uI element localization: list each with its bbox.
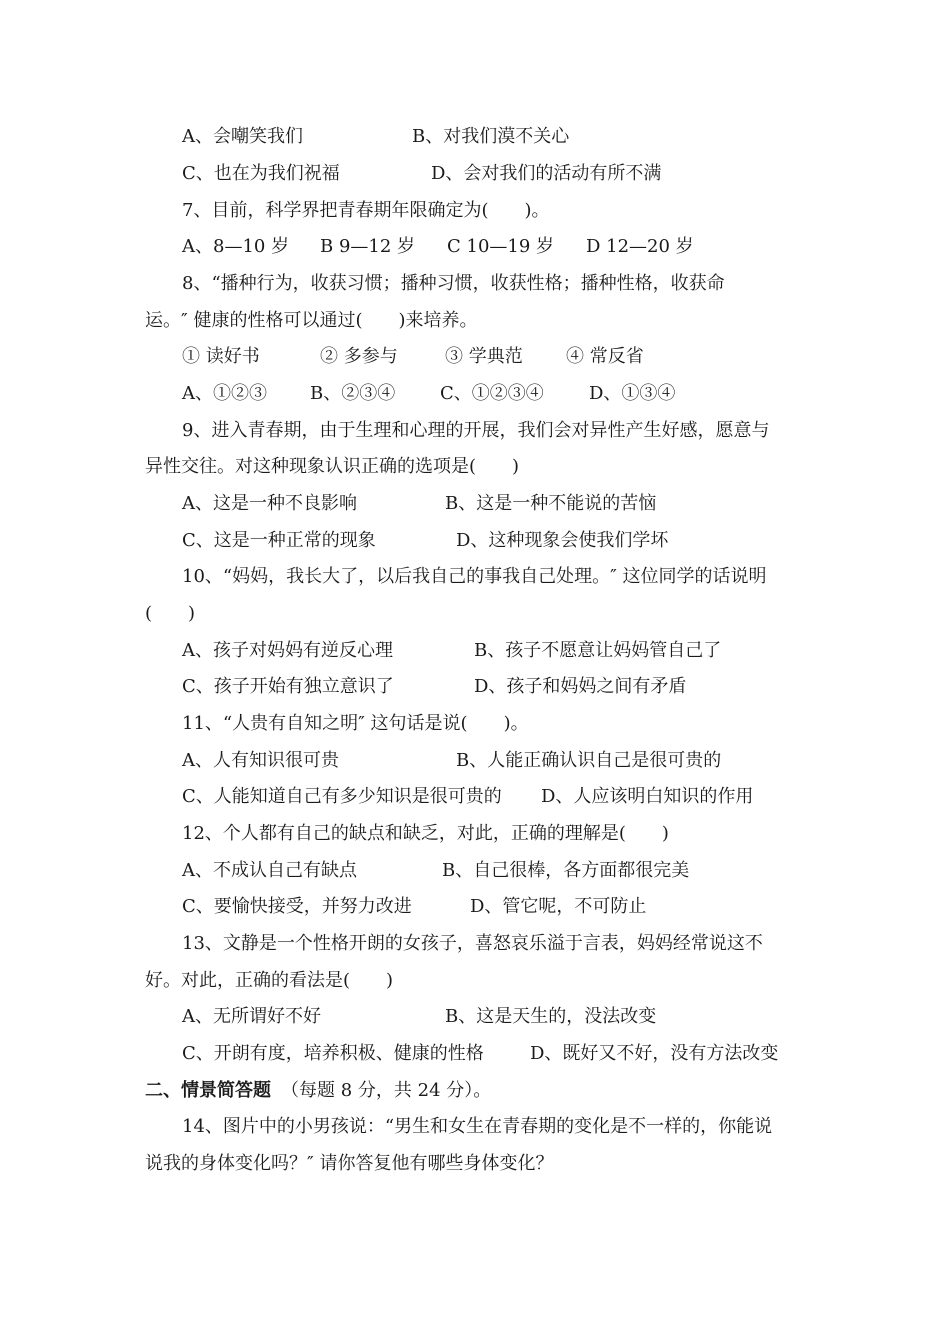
option-b: B、这是天生的，没法改变: [445, 1006, 657, 1027]
section-title: 二、情景简答题: [145, 1080, 271, 1101]
item-4: ④ 常反省: [566, 346, 644, 367]
option-a: A、不成认自己有缺点: [182, 860, 357, 881]
item-1: ① 读好书: [182, 346, 260, 367]
option-a: A、无所谓好不好: [182, 1006, 321, 1027]
option-d: D、孩子和妈妈之间有矛盾: [474, 676, 687, 697]
option-b: B、自己很棒，各方面都很完美: [442, 860, 690, 881]
option-d: D、管它呢，不可防止: [470, 896, 647, 917]
option-d: D、人应该明白知识的作用: [541, 786, 754, 807]
option-b: B、孩子不愿意让妈妈管自己了: [474, 640, 722, 661]
option-d: D、会对我们的活动有所不满: [431, 163, 662, 184]
option-c: C、这是一种正常的现象: [182, 530, 376, 551]
option-b: B、人能正确认识自己是很可贵的: [456, 750, 722, 771]
option-c: C 10—19 岁: [447, 236, 555, 257]
option-c: C、人能知道自己有多少知识是很可贵的: [182, 786, 502, 807]
question-text: 异性交往。对这种现象认识正确的选项是( ): [145, 456, 520, 477]
option-c: C、也在为我们祝福: [182, 163, 340, 184]
question-text: 14、图片中的小男孩说：“男生和女生在青春期的变化是不一样的，你能说: [182, 1116, 773, 1137]
option-a: A、孩子对妈妈有逆反心理: [182, 640, 393, 661]
option-d: D 12—20 岁: [586, 236, 694, 257]
item-2: ② 多参与: [320, 346, 398, 367]
answer-blank: ( ): [145, 603, 196, 624]
question-text: 13、文静是一个性格开朗的女孩子，喜怒哀乐溢于言表，妈妈经常说这不: [182, 933, 763, 954]
option-a: A、这是一种不良影响: [182, 493, 357, 514]
option-a: A、会嘲笑我们: [182, 126, 303, 147]
option-b: B、②③④: [310, 383, 396, 404]
option-c: C、要愉快接受，并努力改进: [182, 896, 412, 917]
option-b: B、这是一种不能说的苦恼: [445, 493, 657, 514]
question-text: 8、“播种行为，收获习惯；播种习惯，收获性格；播种性格，收获命: [182, 273, 725, 294]
question-text: 运。″ 健康的性格可以通过( )来培养。: [145, 310, 478, 331]
option-c: C、①②③④: [440, 383, 544, 404]
option-c: C、开朗有度，培养积极、健康的性格: [182, 1043, 484, 1064]
question-text: 11、“人贵有自知之明″ 这句话是说( )。: [182, 713, 529, 734]
option-d: D、既好又不好，没有方法改变: [530, 1043, 779, 1064]
option-a: A、人有知识很可贵: [182, 750, 339, 771]
option-d: D、①③④: [589, 383, 676, 404]
question-text: 好。对此，正确的看法是( ): [145, 970, 394, 991]
question-text: 说我的身体变化吗？″ 请你答复他有哪些身体变化？: [145, 1153, 554, 1174]
item-3: ③ 学典范: [445, 346, 523, 367]
option-d: D、这种现象会使我们学坏: [456, 530, 669, 551]
section-note: （每题 8 分，共 24 分）。: [281, 1080, 492, 1101]
option-c: C、孩子开始有独立意识了: [182, 676, 394, 697]
question-text: 10、“妈妈，我长大了，以后我自己的事我自己处理。″ 这位同学的话说明: [182, 566, 767, 587]
question-text: 7、目前，科学界把青春期年限确定为( )。: [182, 200, 550, 221]
question-text: 9、进入青春期，由于生理和心理的开展，我们会对异性产生好感，愿意与: [182, 420, 770, 441]
option-b: B、对我们漠不关心: [412, 126, 570, 147]
option-b: B 9—12 岁: [320, 236, 416, 257]
option-a: A、8—10 岁: [182, 236, 290, 257]
option-a: A、①②③: [182, 383, 267, 404]
question-text: 12、个人都有自己的缺点和缺乏，对此，正确的理解是( ): [182, 823, 669, 844]
